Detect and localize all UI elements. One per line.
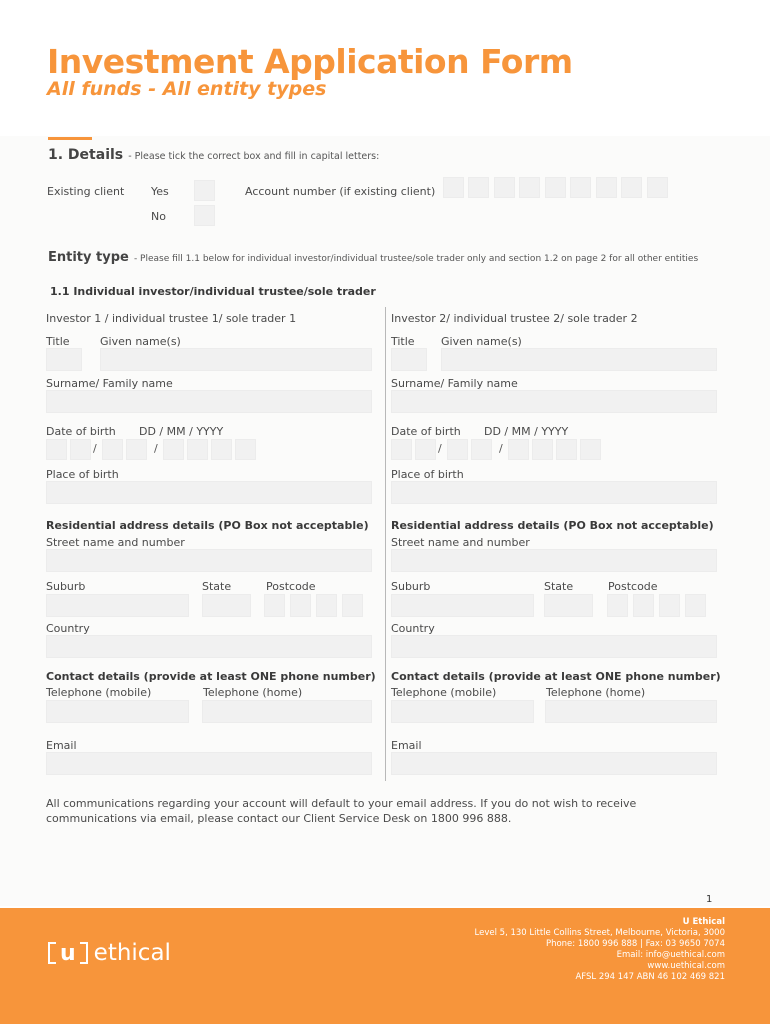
column-divider — [385, 307, 386, 781]
inv2-title-field[interactable] — [391, 348, 427, 371]
inv1-contact-heading: Contact details (provide at least ONE phone number) — [46, 670, 376, 683]
inv2-surname-field[interactable] — [391, 390, 717, 413]
dob-digit[interactable] — [211, 439, 232, 460]
dob-separator: / — [499, 442, 503, 455]
inv2-contact-heading: Contact details (provide at least ONE phone number) — [391, 670, 721, 683]
dob-digit[interactable] — [163, 439, 184, 460]
dob-digit[interactable] — [102, 439, 123, 460]
footer-company: U Ethical — [682, 917, 725, 927]
yes-label: Yes — [151, 185, 169, 198]
dob-digit[interactable] — [46, 439, 67, 460]
inv2-dob-label: Date of birth — [391, 425, 461, 438]
entity-type-header — [48, 246, 698, 265]
existing-client-label: Existing client — [47, 185, 125, 198]
inv2-mobile-label: Telephone (mobile) — [391, 686, 497, 699]
investor-1-heading: Investor 1 / individual trustee 1/ sole trader 1 — [46, 312, 297, 325]
account-number-label: Account number (if existing client) — [245, 185, 436, 198]
account-number-digit[interactable] — [570, 177, 591, 198]
logo-bracket-right — [80, 942, 88, 964]
dob-digit[interactable] — [391, 439, 412, 460]
inv2-pob-label: Place of birth — [391, 468, 464, 481]
page-number: 1 — [706, 894, 713, 905]
inv2-suburb-label: Suburb — [391, 580, 431, 593]
account-number-digit[interactable] — [494, 177, 515, 198]
logo-word: ethical — [93, 940, 171, 966]
footer-contact — [475, 917, 725, 983]
inv1-title-label: Title — [46, 335, 70, 348]
inv2-state-label: State — [544, 580, 574, 593]
dob-separator: / — [93, 442, 97, 455]
inv1-country-field[interactable] — [46, 635, 372, 658]
inv2-home-label: Telephone (home) — [546, 686, 646, 699]
inv1-street-field[interactable] — [46, 549, 372, 572]
investor-2-heading: Investor 2/ individual trustee 2/ sole trader 2 — [391, 312, 638, 325]
account-number-digit[interactable] — [545, 177, 566, 198]
u-ethical-logo — [48, 940, 171, 966]
inv2-res-heading: Residential address details (PO Box not acceptable) — [391, 519, 714, 532]
inv1-dob-label: Date of birth — [46, 425, 116, 438]
inv2-street-label: Street name and number — [391, 536, 530, 549]
inv2-email-label: Email — [391, 739, 422, 752]
inv1-dob-format: DD / MM / YYYY — [139, 425, 224, 438]
no-checkbox[interactable] — [194, 205, 215, 226]
inv1-country-label: Country — [46, 622, 90, 635]
inv2-postcode-label: Postcode — [608, 580, 658, 593]
inv1-title-field[interactable] — [46, 348, 82, 371]
inv2-given-field[interactable] — [441, 348, 717, 371]
inv1-suburb-label: Suburb — [46, 580, 86, 593]
footer-afsl: AFSL 294 147 ABN 46 102 469 821 — [575, 972, 725, 982]
dob-digit[interactable] — [70, 439, 91, 460]
inv2-dob-format: DD / MM / YYYY — [484, 425, 569, 438]
postcode-digit[interactable] — [290, 594, 311, 617]
postcode-digit[interactable] — [607, 594, 628, 617]
footer-web: www.uethical.com — [647, 961, 725, 971]
inv2-email-field[interactable] — [391, 752, 717, 775]
yes-checkbox[interactable] — [194, 180, 215, 201]
account-number-digit[interactable] — [468, 177, 489, 198]
communications-note: All communications regarding your account will default to your email address. If you do not wish to receive communications via email, please contact our Client Service Desk on 1800 996 888. — [46, 797, 637, 825]
section-1-title: 1. Details — [48, 147, 124, 163]
inv1-home-label: Telephone (home) — [203, 686, 303, 699]
inv1-pob-label: Place of birth — [46, 468, 119, 481]
postcode-digit[interactable] — [342, 594, 363, 617]
inv2-country-field[interactable] — [391, 635, 717, 658]
inv1-email-label: Email — [46, 739, 77, 752]
account-number-digit[interactable] — [443, 177, 464, 198]
inv2-state-field[interactable] — [544, 594, 593, 617]
footer-phone-fax: Phone: 1800 996 888 | Fax: 03 9650 7074 — [545, 939, 725, 949]
inv1-surname-label: Surname/ Family name — [46, 377, 173, 390]
entity-type-title: Entity type — [48, 250, 129, 265]
inv1-mobile-label: Telephone (mobile) — [46, 686, 152, 699]
entity-type-note: - Please fill 1.1 below for individual investor/individual trustee/sole trader only and section 1.2 on page 2 for all other entities — [133, 254, 699, 264]
form-subtitle: All funds - All entity types — [47, 78, 327, 100]
postcode-digit[interactable] — [685, 594, 706, 617]
postcode-digit[interactable] — [264, 594, 285, 617]
dob-digit[interactable] — [235, 439, 256, 460]
inv1-home-field[interactable] — [202, 700, 372, 723]
inv2-given-label: Given name(s) — [441, 335, 522, 348]
inv2-suburb-field[interactable] — [391, 594, 534, 617]
dob-digit[interactable] — [471, 439, 492, 460]
subsection-title: 1.1 Individual investor/individual trustee/sole trader — [50, 285, 376, 298]
inv1-street-label: Street name and number — [46, 536, 185, 549]
account-number-digit[interactable] — [519, 177, 540, 198]
logo-letter: u — [60, 940, 76, 966]
inv1-res-heading: Residential address details (PO Box not acceptable) — [46, 519, 369, 532]
no-label: No — [151, 210, 166, 223]
inv1-surname-field[interactable] — [46, 390, 372, 413]
footer-address: Level 5, 130 Little Collins Street, Melbourne, Victoria, 3000 — [474, 928, 725, 938]
inv1-suburb-field[interactable] — [46, 594, 189, 617]
account-number-digit[interactable] — [621, 177, 642, 198]
inv2-country-label: Country — [391, 622, 435, 635]
inv2-mobile-field[interactable] — [391, 700, 534, 723]
dob-digit[interactable] — [447, 439, 468, 460]
dob-digit[interactable] — [580, 439, 601, 460]
inv1-given-label: Given name(s) — [100, 335, 181, 348]
footer-email: Email: info@uethical.com — [616, 950, 725, 960]
postcode-digit[interactable] — [316, 594, 337, 617]
inv2-street-field[interactable] — [391, 549, 717, 572]
section-1-header — [48, 144, 379, 163]
inv1-given-field[interactable] — [100, 348, 372, 371]
section-1-note: - Please tick the correct box and fill in capital letters: — [128, 151, 380, 162]
logo-bracket-left — [48, 942, 56, 964]
inv2-pob-field[interactable] — [391, 481, 717, 504]
inv1-postcode-label: Postcode — [266, 580, 316, 593]
inv1-state-field[interactable] — [202, 594, 251, 617]
inv1-state-label: State — [202, 580, 232, 593]
account-number-digit[interactable] — [596, 177, 617, 198]
inv1-email-field[interactable] — [46, 752, 372, 775]
form-title: Investment Application Form — [47, 42, 573, 81]
inv2-home-field[interactable] — [545, 700, 717, 723]
inv2-title-label: Title — [391, 335, 415, 348]
dob-digit[interactable] — [556, 439, 577, 460]
dob-digit[interactable] — [187, 439, 208, 460]
inv1-mobile-field[interactable] — [46, 700, 189, 723]
inv1-pob-field[interactable] — [46, 481, 372, 504]
section-accent-line — [48, 137, 92, 140]
dob-digit[interactable] — [532, 439, 553, 460]
dob-digit[interactable] — [415, 439, 436, 460]
dob-digit[interactable] — [508, 439, 529, 460]
dob-digit[interactable] — [126, 439, 147, 460]
inv2-surname-label: Surname/ Family name — [391, 377, 518, 390]
dob-separator: / — [438, 442, 442, 455]
account-number-digit[interactable] — [647, 177, 668, 198]
dob-separator: / — [154, 442, 158, 455]
postcode-digit[interactable] — [633, 594, 654, 617]
postcode-digit[interactable] — [659, 594, 680, 617]
